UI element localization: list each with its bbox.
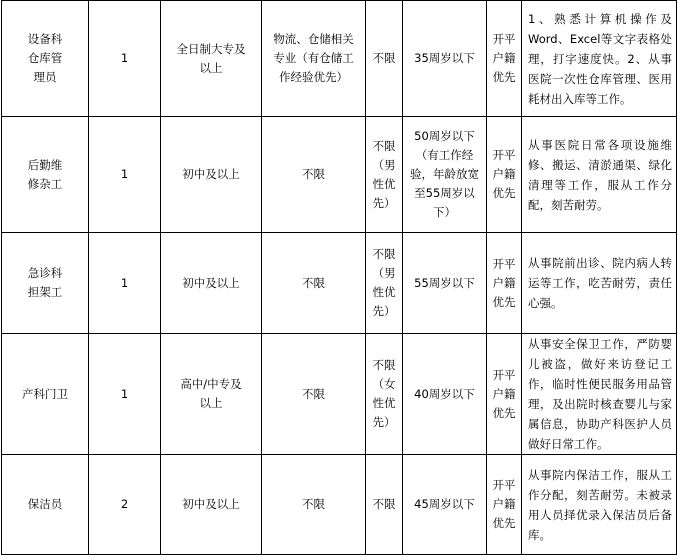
gender-cell: 不限 [366,455,403,555]
requirements-cell: 从事院前出诊、院内病人转运等工作，吃苦耐劳，责任心强。 [522,233,677,334]
count-cell: 2 [89,455,161,555]
education-cell: 全日制大专及以上 [161,1,262,117]
household-cell: 开平户籍优先 [487,334,522,455]
gender-cell: 不限（男性优先） [366,117,403,233]
major-cell: 不限 [262,117,366,233]
education-cell: 初中及以上 [161,455,262,555]
age-cell: 40周岁以下 [403,334,487,455]
major-cell: 不限 [262,455,366,555]
education-cell: 初中及以上 [161,233,262,334]
age-cell: 55周岁以下 [403,233,487,334]
table-row [2,455,677,555]
gender-cell: 不限（男性优先） [366,233,403,334]
count-cell: 1 [89,233,161,334]
household-cell: 开平户籍优先 [487,455,522,555]
table-row [2,233,677,334]
position-cell: 产科门卫 [2,334,89,455]
count-cell: 1 [89,117,161,233]
position-cell: 急诊科担架工 [2,233,89,334]
position-cell: 保洁员 [2,455,89,555]
requirements-cell: 从事医院日常各项设施维修、搬运、清淤通渠、绿化清理等工作，服从工作分配，刻苦耐劳。 [522,117,677,233]
gender-cell: 不限（女性优先） [366,334,403,455]
position-cell: 设备科仓库管理员 [2,1,89,117]
requirements-cell: 从事院内保洁工作，服从工作分配，刻苦耐劳。未被录用人员择优录入保洁员后备库。 [522,455,677,555]
age-cell: 50周岁以下（有工作经验，年龄放宽至55周岁以下） [403,117,487,233]
table-row [2,334,677,455]
major-cell: 不限 [262,334,366,455]
requirements-cell: 1、熟悉计算机操作及Word、Excel等文字表格处理，打字速度快。2、从事医院一次性仓库管理、医用耗材出入库等工作。 [522,1,677,117]
education-cell: 高中/中专及以上 [161,334,262,455]
major-cell: 不限 [262,233,366,334]
household-cell: 开平户籍优先 [487,1,522,117]
household-cell: 开平户籍优先 [487,117,522,233]
position-cell: 后勤维修杂工 [2,117,89,233]
requirements-cell: 从事安全保卫工作，严防婴儿被盗，做好来访登记工作，临时性便民服务用品管理，及出院时核查婴儿与家属信息，协助产科医护人员做好日常工作。 [522,334,677,455]
major-cell: 物流、仓储相关专业（有仓储工作经验优先） [262,1,366,117]
age-cell: 35周岁以下 [403,1,487,117]
age-cell: 45周岁以下 [403,455,487,555]
education-cell: 初中及以上 [161,117,262,233]
table-row [2,1,677,117]
job-table [1,0,677,555]
table-row [2,117,677,233]
household-cell: 开平户籍优先 [487,233,522,334]
count-cell: 1 [89,1,161,117]
count-cell: 1 [89,334,161,455]
gender-cell: 不限 [366,1,403,117]
